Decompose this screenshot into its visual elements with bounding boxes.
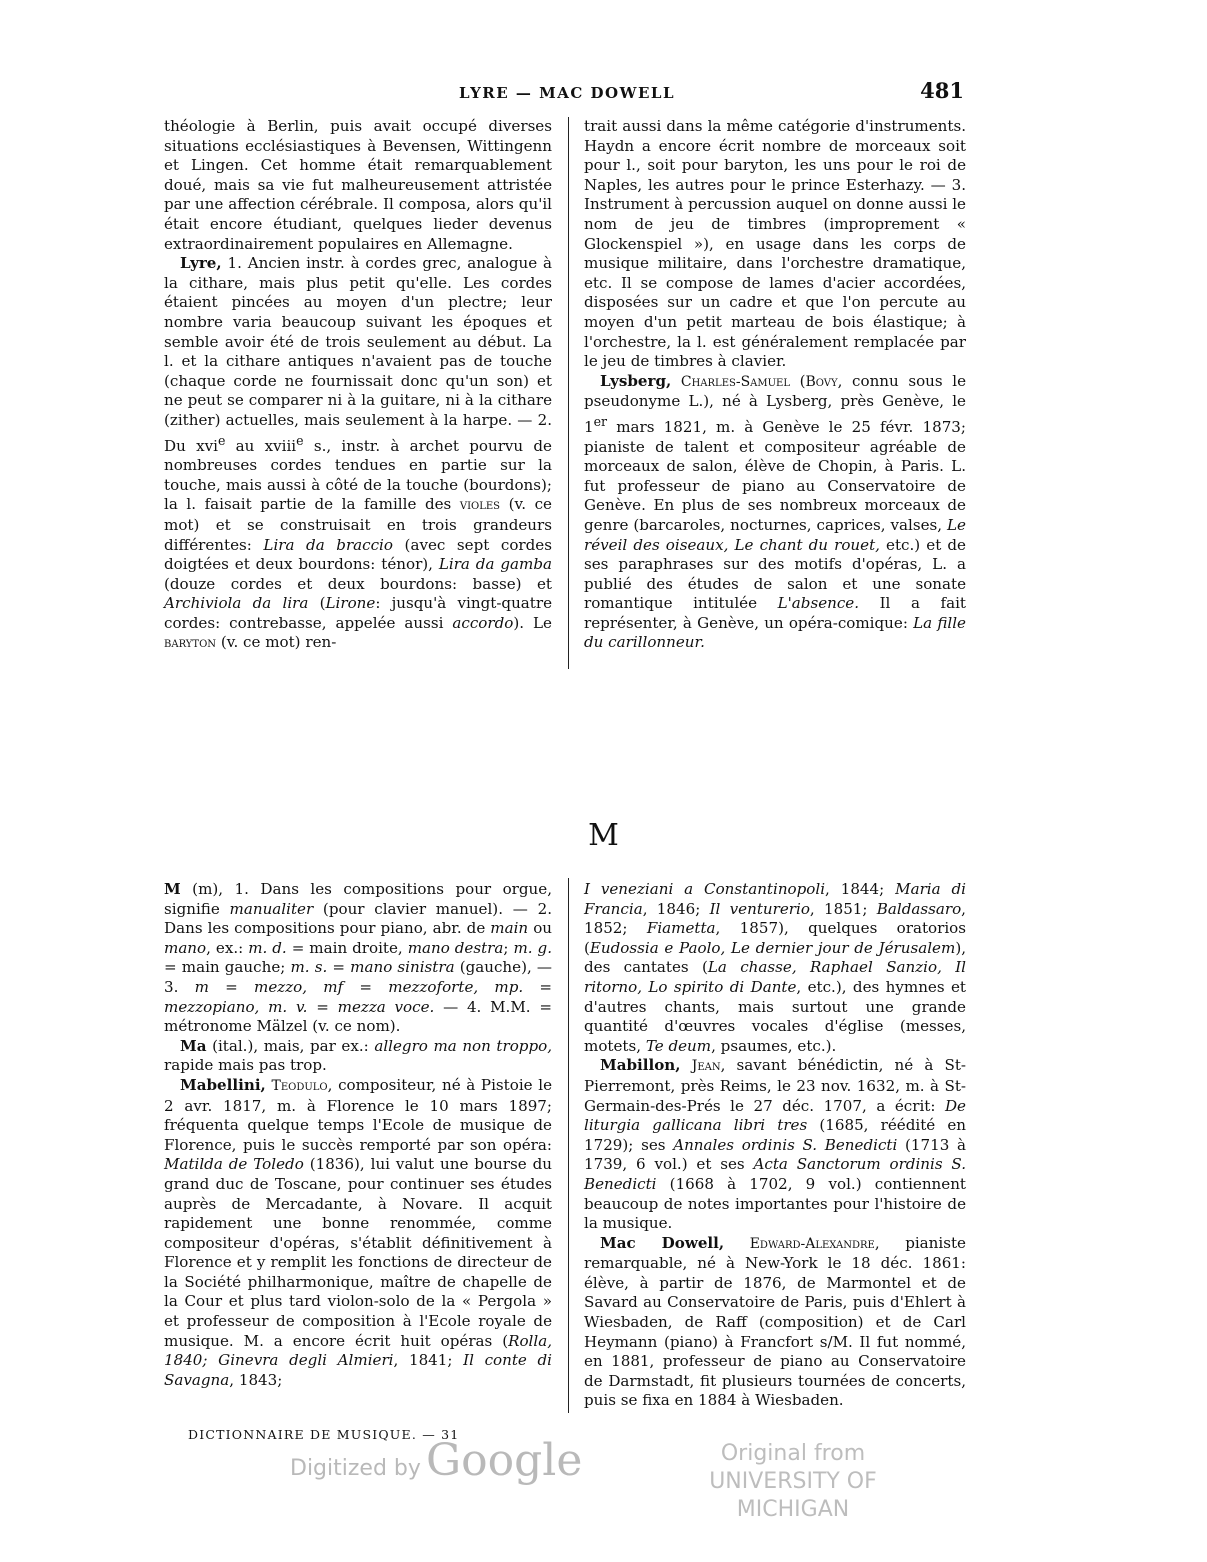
origin-watermark [670, 1440, 916, 1524]
italic-term: Baldassaro [876, 899, 962, 918]
entry-text: ; [503, 938, 514, 957]
entry-lyre [164, 254, 552, 654]
entry-text: Il a fait représenter, à Genève, un opéra-comique: [584, 594, 966, 632]
entry-mabellini [164, 1076, 552, 1391]
entry-text: (1713 à 1739, 6 vol.) et ses [584, 1135, 966, 1174]
italic-term: La chasse, Raphael Sanzio, Il ritorno, Lo spirito di Dante [584, 958, 966, 996]
section-letter: M [588, 818, 619, 853]
entry-text: , 1851; [809, 899, 877, 918]
italic-term: mezzoforte, mp. = mezzopiano, m. v. = mezza voce. [164, 977, 553, 1016]
person-name: Charles-Samuel [680, 373, 790, 390]
entry-text: , 1841; [393, 1351, 464, 1370]
italic-term: m. g. [513, 938, 552, 957]
entry-text: (avec sept cordes doigtées et deux bourdons: ténor), [164, 535, 552, 574]
entry-text: , 1846; [642, 899, 710, 918]
superscript: e [217, 432, 226, 448]
column-top-right [584, 117, 966, 653]
column-top-left [164, 117, 552, 654]
entry-text: rapide mais pas trop. [164, 1056, 327, 1075]
column-rule-bottom [568, 878, 569, 1413]
entry-mabillon [584, 1056, 966, 1233]
original-from-label: Original from [720, 1441, 866, 1466]
italic-term: mano [164, 938, 207, 957]
page-number: 481 [920, 78, 964, 103]
person-name: Teodulo [271, 1077, 328, 1094]
headword-lysberg: Lysberg, [600, 371, 672, 390]
entry-text: ( [308, 594, 326, 613]
paragraph-continued [584, 880, 966, 1056]
entry-text: : jusqu'à vingt-quatre cordes: contrebasse, appelée aussi [164, 594, 553, 632]
person-name: Bovy [805, 373, 838, 390]
entry-text: (1685, réédité en 1729); ses [584, 1116, 967, 1154]
headword-mabillon: Mabillon, [600, 1056, 681, 1075]
person-name: Jean [691, 1058, 721, 1075]
digitized-label: Digitized by [290, 1456, 421, 1481]
italic-term: m. s. [290, 958, 328, 977]
headword-lyre: Lyre, [180, 254, 222, 273]
column-bottom-right [584, 880, 966, 1411]
entry-m [164, 880, 552, 1037]
superscript: er [593, 413, 608, 429]
entry-lysberg [584, 372, 966, 653]
italic-term: Il conte di Savagna [164, 1351, 552, 1389]
italic-term: I veneziani a Constantinopoli [584, 880, 826, 898]
entry-text: , ex.: [206, 938, 249, 957]
entry-text: (gauche), — 3. [164, 958, 552, 996]
italic-term: De liturgia gallicana libri tres [584, 1096, 966, 1135]
entry-text: (v. ce mot) et se construisait en trois grandeurs différentes: [164, 495, 552, 554]
entry-text: ( [790, 371, 806, 390]
entry-text: (1836), lui valut une bourse du grand duc de Toscane, pour continuer ses études auprès de Mercadante, à Novare. Il acquit rapidement une bonne renommée, comme compositeur d'opéras, s'établit définitivement à Florence et y remplit les fonctions de directeur de la Société philharmonique, maître de chapelle de la Cour et plus tard violon-solo de la « Pergola » et professeur de composition à l'Ecole royale de musique. M. a encore écrit huit opéras ( [164, 1155, 552, 1350]
entry-text: = [327, 958, 351, 977]
italic-term: manualiter [229, 899, 314, 918]
digitized-watermark [290, 1435, 582, 1486]
italic-term: mezzo, mf [254, 977, 344, 996]
running-head: LYRE — MAC DOWELL [459, 84, 675, 102]
google-logo: Google [426, 1435, 583, 1486]
entry-text: , pianiste remarquable, né à New-York le 18 déc. 1861: élève, à partir de 1876, de Marmontel et de Savard au Conservatoire de Paris, puis d'Ehlert à Wiesbaden, de Raff (composition) et de Carl Heymann (piano) à Francfort s/M. Il fut nommé, en 1881, professeur de piano au Conservatoire de Darmstadt, fit plusieurs tournées de concerts, puis se fixa en 1884 à Wiesbaden. [584, 1233, 966, 1410]
entry-text: = main gauche; [164, 958, 291, 977]
italic-term: Le réveil des oiseaux, Le chant du rouet, [584, 515, 966, 554]
italic-term: Il venturerio [709, 899, 810, 918]
headword-ma: Ma [180, 1036, 207, 1055]
entry-text: mars 1821, m. à Genève le 25 févr. 1873; pianiste de talent et compositeur agréable de morceaux de salon, élève de Chopin, à Paris. L. fut professeur de piano au Conservatoire de Genève. En plus de ses nombreux morceaux de genre (barcaroles, nocturnes, caprices, valses, [584, 417, 966, 534]
entry-text: , 1843; [229, 1370, 283, 1389]
entry-text: = [343, 977, 389, 996]
entry-text: (v. ce mot) ren- [216, 633, 337, 652]
entry-text: etc.) et de ses paraphrases sur des motifs d'opéras, L. a publié des études de salon et une sonate romantique intitulée [584, 535, 966, 613]
italic-term: Eudossia e Paolo, Le dernier jour de Jérusalem [589, 938, 956, 957]
italic-term: Acta Sanctorum ordinis S. Benedicti [584, 1155, 966, 1193]
entry-mac-dowell [584, 1234, 966, 1411]
italic-term: m [194, 977, 209, 996]
entry-text: , psaumes, etc.). [711, 1036, 837, 1055]
entry-text: , 1844; [825, 880, 896, 898]
paragraph-continued: théologie à Berlin, puis avait occupé diverses situations ecclésiastiques à Bevensen, Wittingenn et Lingen. Cet homme était remarquablement doué, mais sa vie fut malheureusement attristée par une affection cérébrale. Il composa, alors qu'il était encore étudiant, quelques lieder devenus extraordinairement populaires en Allemagne. [164, 117, 552, 253]
italic-term: mano sinistra [350, 958, 455, 977]
entry-text: — 4. M.M. = métronome Mälzel (v. ce nom). [164, 997, 553, 1036]
entry-text: = main droite, [286, 938, 408, 957]
italic-term: La fille du carillonneur. [584, 613, 966, 652]
entry-text: (1668 à 1702, 9 vol.) contiennent beaucoup de notes importantes pour l'histoire de la musique. [584, 1174, 966, 1233]
entry-text: au xviii [225, 436, 297, 455]
entry-text: ). Le [513, 613, 552, 632]
italic-term: Annales ordinis S. Benedicti [673, 1135, 898, 1154]
entry-text: 1. Ancien instr. à cordes grec, analogue à la cithare, mais plus petit qu'elle. Les cordes étaient pincées au moyen d'un plectre; leur nombre varia beaucoup suivant les époques et semble avoir été de trois seulement au début. La l. et la cithare antiques n'avaient pas de touche (chaque corde ne fournissait donc qu'un son) et ne peut se comparer ni à la guitare, ni à la cithare (zither) actuelles, mais seulement à la harpe. — 2. Du xvi [164, 254, 552, 455]
entry-ma [164, 1037, 552, 1076]
headword-m: M [164, 880, 181, 898]
italic-term: Te deum [645, 1036, 712, 1055]
entry-text: , 1857), quelques oratorios ( [584, 919, 966, 957]
italic-term: main [490, 919, 529, 938]
italic-term: Fiametta [646, 919, 716, 938]
entry-text: (douze cordes et deux bourdons: basse) et [164, 574, 552, 593]
signature-line: DICTIONNAIRE DE MUSIQUE. — 31 [188, 1427, 460, 1442]
entry-text: , savant bénédictin, né à St-Pierremont, près Reims, le 23 nov. 1632, m. à St-Germain-des-Prés le 27 déc. 1707, a écrit: [584, 1056, 966, 1115]
entry-text: , 1852; [584, 899, 966, 938]
entry-text: s., instr. à archet pourvu de nombreuses cordes tendues en partie sur la touche, mais aussi à côté de la touche (bourdons); la l. faisait partie de la famille des [164, 436, 552, 514]
entry-text: = [208, 977, 255, 996]
entry-text: (ital.), mais, par ex.: [206, 1036, 375, 1055]
cross-ref: violes [459, 497, 501, 514]
column-rule-top [568, 117, 569, 669]
page-header [164, 78, 970, 108]
italic-term: Archiviola da lira [164, 594, 309, 613]
italic-term: Lirone [325, 594, 376, 613]
entry-text: (m), 1. Dans les compositions pour orgue, signifie [164, 880, 552, 918]
italic-term: Matilda de Toledo [164, 1155, 304, 1174]
institution-label: UNIVERSITY OF MICHIGAN [709, 1469, 877, 1522]
entry-text: , compositeur, né à Pistoie le 2 avr. 1817, m. à Florence le 10 mars 1897; fréquenta quelque temps l'Ecole de musique de Florence, puis le succès remporté par son opéra: [164, 1075, 552, 1154]
entry-text: , etc.), des hymnes et d'autres chants, mais surtout une grande quantité d'œuvres vocales d'église (messes, motets, [584, 977, 966, 1055]
italic-term: mano destra [407, 938, 504, 957]
entry-text: ), des cantates ( [584, 938, 966, 977]
person-name: Edward-Alexandre [749, 1235, 875, 1252]
entry-text: ou [528, 919, 553, 938]
headword-mabellini: Mabellini, [180, 1075, 266, 1094]
headword-mac-dowell: Mac Dowell, [600, 1233, 725, 1252]
column-bottom-left [164, 880, 552, 1390]
cross-ref: baryton [164, 635, 217, 652]
italic-term: Lira da gamba [438, 555, 552, 574]
italic-term: accordo [452, 613, 514, 632]
superscript: e [296, 432, 304, 448]
entry-text: , connu sous le pseudonyme L.), né à Lysberg, près Genève, le 1 [584, 371, 966, 436]
italic-term: m. d. [248, 938, 287, 957]
italic-term: Maria di Francia [584, 880, 966, 918]
entry-text: (pour clavier manuel). — 2. Dans les compositions pour piano, abr. de [164, 899, 552, 938]
paragraph-continued: trait aussi dans la même catégorie d'instruments. Haydn a encore écrit nombre de morceaux soit pour l., soit pour baryton, les uns pour le roi de Naples, les autres pour le prince Esterhazy. — 3. Instrument à percussion auquel on donne aussi le nom de jeu de timbres (improprement « Glockenspiel »), en usage dans les corps de musique militaire, dans l'orchestre dramatique, etc. Il se compose de lames d'acier accordées, disposées sur un cadre et que l'on percute au moyen d'un petit marteau de bois élastique; à l'orchestre, la l. est généralement remplacée par le jeu de timbres à clavier. [584, 117, 966, 371]
italic-term: Rolla, 1840; Ginevra degli Almieri [164, 1331, 552, 1370]
italic-term: L'absence. [777, 594, 860, 613]
italic-term: Lira da braccio [263, 535, 393, 554]
italic-term: allegro ma non troppo, [374, 1036, 552, 1055]
